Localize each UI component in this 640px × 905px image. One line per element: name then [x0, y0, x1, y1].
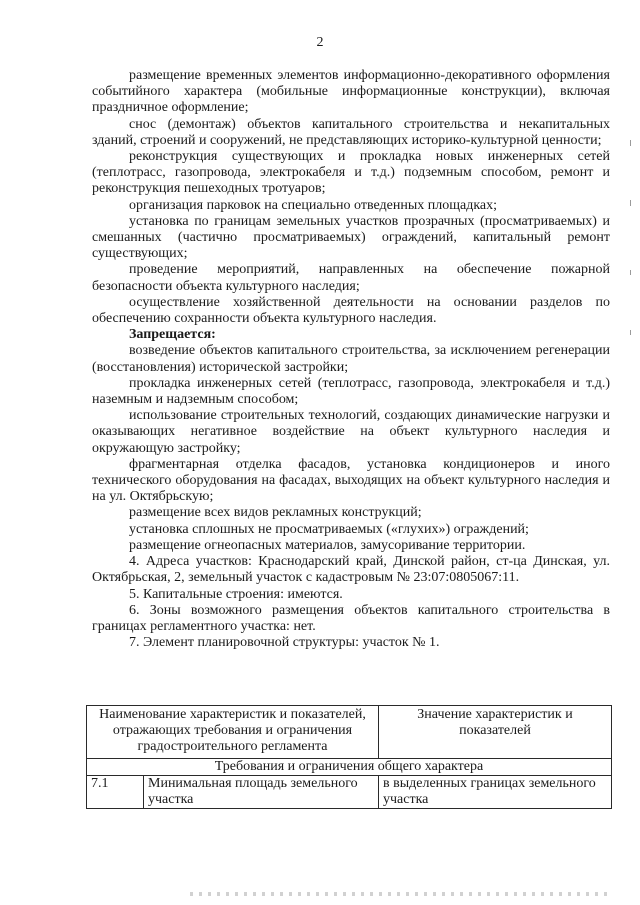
paragraph: установка по границам земельных участков прозрачных (просматриваемых) и смешанных (частично просматриваемых) ограждений, капитальный ремонт существующих; [92, 213, 610, 262]
paragraph: 5. Капитальные строения: имеются. [129, 586, 343, 602]
paragraph: реконструкция существующих и прокладка новых инженерных сетей (теплотрасс, газопровода, электрокабеля и т.д.) подземным способом, ремонт и реконструкция пешеходных тротуаров; [92, 149, 610, 197]
paragraph: 7. Элемент планировочной структуры: участок № 1. [129, 635, 440, 651]
paragraph: 4. Адреса участков: Краснодарский край, Динской район, ст-ца Динская, ул. Октябрьская, 2, земельный участок с кадастровым № 23:07:0805067:11. [92, 554, 610, 586]
paragraph: осуществление хозяйственной деятельности на основании разделов по обеспечению сохранности объекта культурного наследия. [92, 294, 610, 327]
table-section-row [87, 758, 612, 775]
paragraph: использование строительных технологий, создающих динамические нагрузки и оказывающих негативное воздействие на объект культурного наследия и окружающую застройку; [92, 408, 610, 456]
table-header-row [87, 706, 612, 759]
paragraph: размещение всех видов рекламных конструкций; [129, 505, 422, 521]
table-section-title: Требования и ограничения общего характера [87, 758, 612, 775]
paragraph: проведение мероприятий, направленных на обеспечение пожарной безопасности объекта культурного наследия; [92, 262, 610, 294]
table-row [87, 775, 612, 808]
document-body [92, 68, 610, 651]
regulation-table [86, 705, 612, 809]
paragraph: организация парковок на специально отведенных площадках; [129, 197, 498, 213]
paragraph: фрагментарная отделка фасадов, установка кондиционеров и иного технического оборудования на фасадах, выходящих на объект культурного наследия и на ул. Октябрьскую; [92, 456, 610, 505]
paragraph: снос (демонтаж) объектов капитального строительства и некапитальных зданий, строений и сооружений, не представляющих историко-культурной ценности; [92, 116, 610, 148]
paragraph: установка сплошных не просматриваемых («глухих») ограждений; [129, 521, 529, 537]
page-number: 2 [316, 35, 324, 50]
table-header-characteristics: Наименование характеристик и показателей, отражающих требования и ограничения градостроительного регламента [87, 706, 379, 759]
scan-noise-strip [190, 892, 610, 896]
table-header-values: Значение характеристик и показателей [379, 706, 612, 759]
section-heading: Запрещается: [129, 327, 216, 343]
paragraph: прокладка инженерных сетей (теплотрасс, газопровода, электрокабеля и т.д.) наземным и надземным способом; [92, 375, 610, 408]
paragraph: размещение огнеопасных материалов, замусоривание территории. [129, 537, 526, 553]
paragraph: возведение объектов капитального строительства, за исключением регенерации (восстановления) исторической застройки; [92, 343, 610, 375]
table-row-number: 7.1 [87, 775, 144, 808]
paragraph: 6. Зоны возможного размещения объектов капитального строительства в границах регламентного участка: нет. [92, 602, 610, 634]
paragraph: размещение временных элементов информационно-декоративного оформления событийного характера (мобильные информационные конструкции), включая праздничное оформление; [92, 68, 610, 116]
table-row-name: Минимальная площадь земельного участка [144, 775, 379, 808]
table-row-value: в выделенных границах земельного участка [379, 775, 612, 808]
scan-edge-marks [624, 140, 634, 340]
